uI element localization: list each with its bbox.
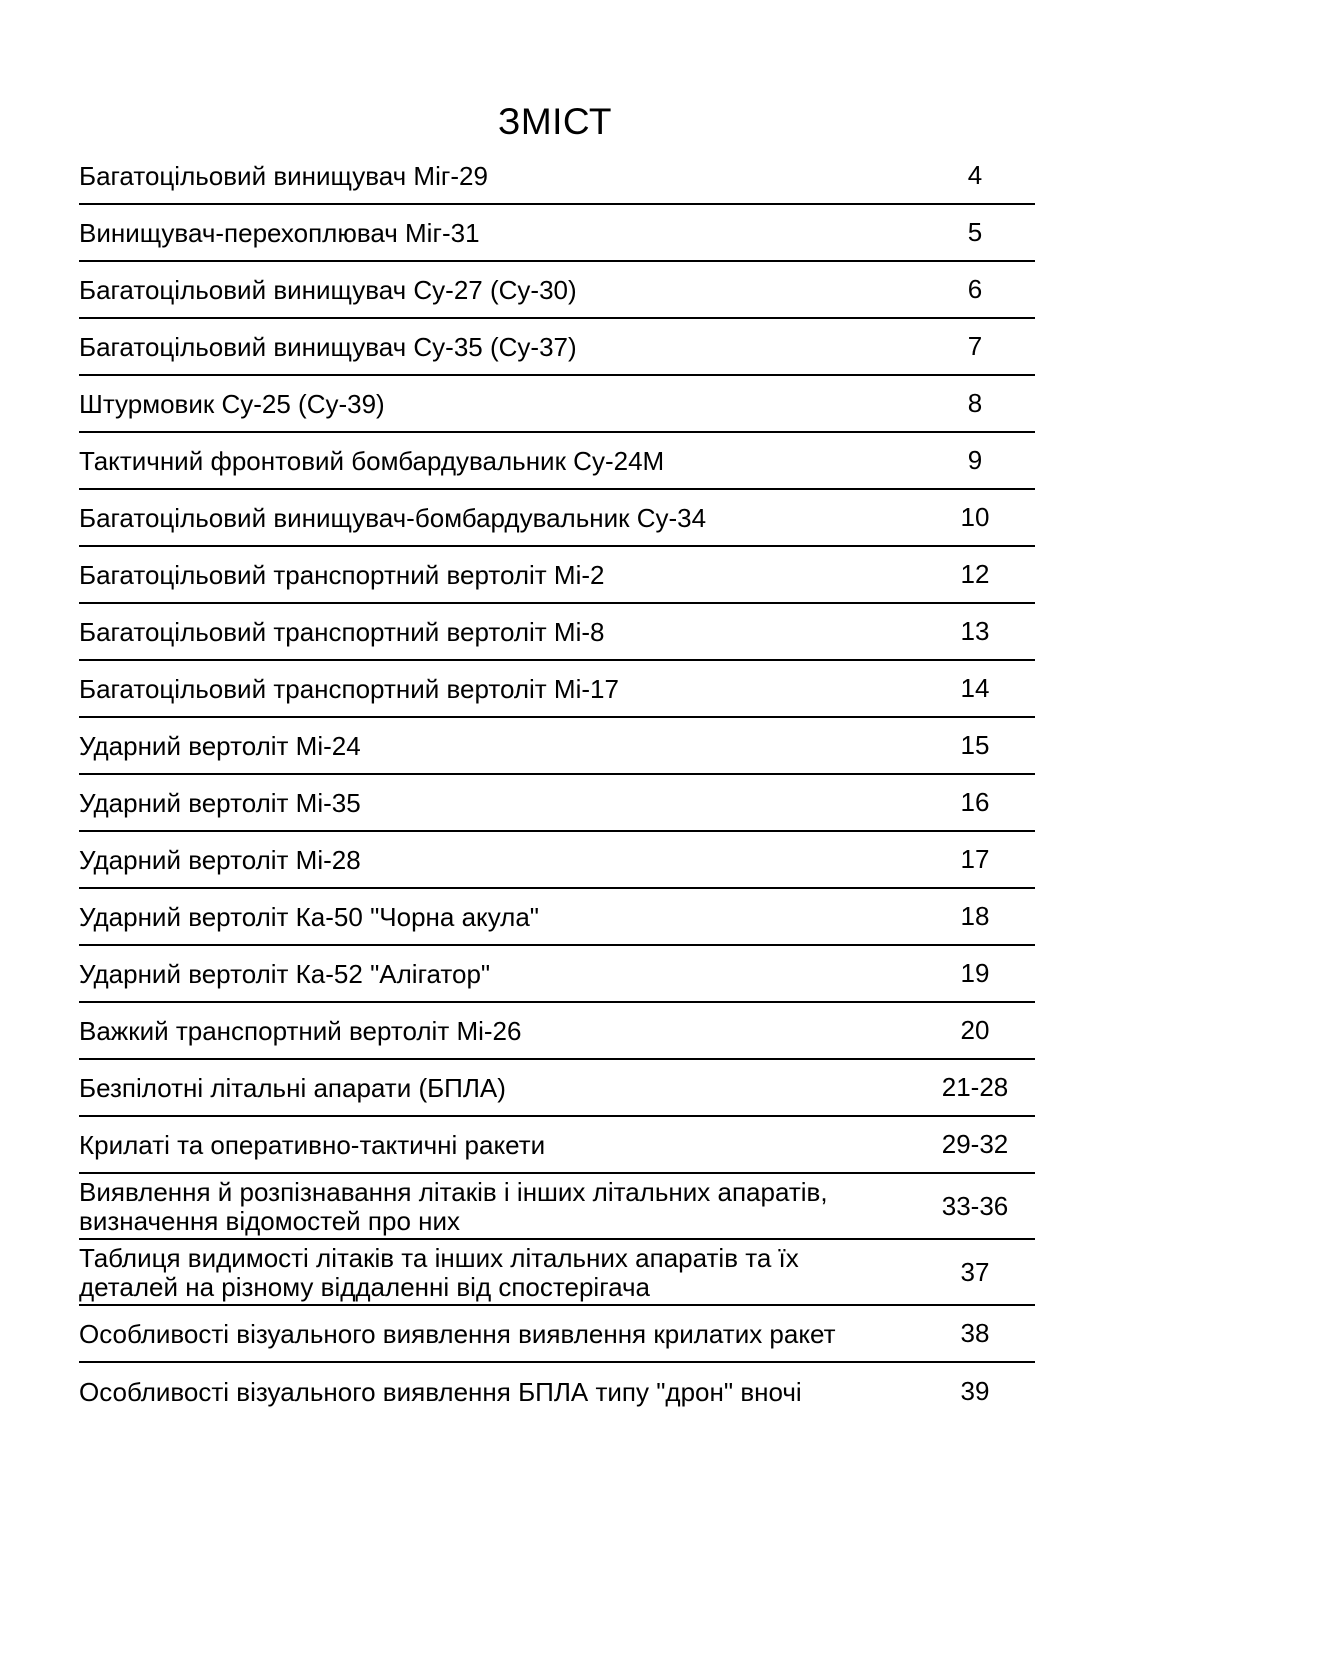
toc-row	[79, 1060, 1035, 1117]
toc-entry-page: 4	[967, 160, 983, 190]
toc-row	[79, 1240, 1035, 1306]
toc-entry-title: Багатоцільовий винищувач Су-27 (Су-30)	[79, 275, 577, 305]
toc-entry-title: Ударний вертоліт Ка-52 "Алігатор"	[79, 959, 491, 989]
toc-entry-page: 20	[960, 1015, 990, 1045]
toc-entry-page: 13	[960, 616, 990, 646]
toc-row	[79, 148, 1035, 205]
toc-entry-title: Безпілотні літальні апарати (БПЛА)	[79, 1073, 506, 1103]
toc-entry-page: 18	[960, 901, 990, 931]
table-of-contents	[79, 148, 1035, 1420]
toc-row	[79, 319, 1035, 376]
toc-entry-title: Таблиця видимості літаків та інших літальних апаратів та їх деталей на різному віддаленні від спостерігача	[79, 1243, 799, 1302]
toc-row	[79, 433, 1035, 490]
toc-row	[79, 775, 1035, 832]
toc-row	[79, 1117, 1035, 1174]
toc-entry-title: Багатоцільовий винищувач Міг-29	[79, 161, 488, 191]
toc-row	[79, 1003, 1035, 1060]
toc-entry-page: 12	[960, 559, 990, 589]
toc-row	[79, 205, 1035, 262]
page-title: ЗМІСТ	[497, 101, 613, 142]
toc-row	[79, 604, 1035, 661]
toc-entry-page: 38	[960, 1318, 990, 1348]
toc-entry-title: Штурмовик Су-25 (Су-39)	[79, 389, 385, 419]
toc-entry-title: Виявлення й розпізнавання літаків і інших літальних апаратів, визначення відомостей про них	[79, 1177, 828, 1236]
toc-row	[79, 889, 1035, 946]
toc-row	[79, 832, 1035, 889]
toc-row	[79, 718, 1035, 775]
toc-entry-title: Багатоцільовий винищувач Су-35 (Су-37)	[79, 332, 577, 362]
toc-entry-page: 15	[960, 730, 990, 760]
toc-entry-page: 37	[960, 1256, 990, 1287]
toc-row	[79, 376, 1035, 433]
toc-entry-title: Багатоцільовий транспортний вертоліт Мі-8	[79, 617, 605, 647]
toc-entry-page: 29-32	[941, 1129, 1009, 1159]
toc-entry-page: 5	[967, 217, 983, 247]
toc-entry-page: 39	[960, 1376, 990, 1406]
toc-row	[79, 1306, 1035, 1363]
toc-entry-page: 8	[967, 388, 983, 418]
toc-entry-page: 17	[960, 844, 990, 874]
toc-entry-title: Багатоцільовий транспортний вертоліт Мі-2	[79, 560, 605, 590]
toc-entry-title: Важкий транспортний вертоліт Мі-26	[79, 1016, 522, 1046]
toc-entry-page: 9	[967, 445, 983, 475]
toc-entry-page: 19	[960, 958, 990, 988]
toc-entry-title: Ударний вертоліт Мі-24	[79, 731, 361, 761]
toc-entry-title: Ударний вертоліт Ка-50 "Чорна акула"	[79, 902, 540, 932]
toc-entry-title: Багатоцільовий винищувач-бомбардувальник Су-34	[79, 503, 707, 533]
toc-entry-title: Особливості візуального виявлення БПЛА типу "дрон" вночі	[79, 1377, 802, 1407]
toc-entry-page: 33-36	[941, 1190, 1009, 1221]
toc-entry-page: 21-28	[941, 1072, 1009, 1102]
toc-row	[79, 1174, 1035, 1240]
toc-entry-page: 7	[967, 331, 983, 361]
toc-entry-page: 10	[960, 502, 990, 532]
toc-row	[79, 262, 1035, 319]
toc-entry-page: 14	[960, 673, 990, 703]
toc-row	[79, 661, 1035, 718]
toc-entry-page: 16	[960, 787, 990, 817]
toc-entry-title: Крилаті та оперативно-тактичні ракети	[79, 1130, 546, 1160]
toc-row	[79, 946, 1035, 1003]
toc-entry-title: Винищувач-перехоплювач Міг-31	[79, 218, 480, 248]
toc-entry-title: Ударний вертоліт Мі-28	[79, 845, 361, 875]
toc-row	[79, 547, 1035, 604]
toc-entry-title: Багатоцільовий транспортний вертоліт Мі-17	[79, 674, 619, 704]
toc-row	[79, 1363, 1035, 1420]
toc-entry-title: Ударний вертоліт Мі-35	[79, 788, 361, 818]
toc-row	[79, 490, 1035, 547]
toc-entry-page: 6	[967, 274, 983, 304]
toc-entry-title: Тактичний фронтовий бомбардувальник Су-24М	[79, 446, 665, 476]
toc-entry-title: Особливості візуального виявлення виявлення крилатих ракет	[79, 1319, 836, 1349]
